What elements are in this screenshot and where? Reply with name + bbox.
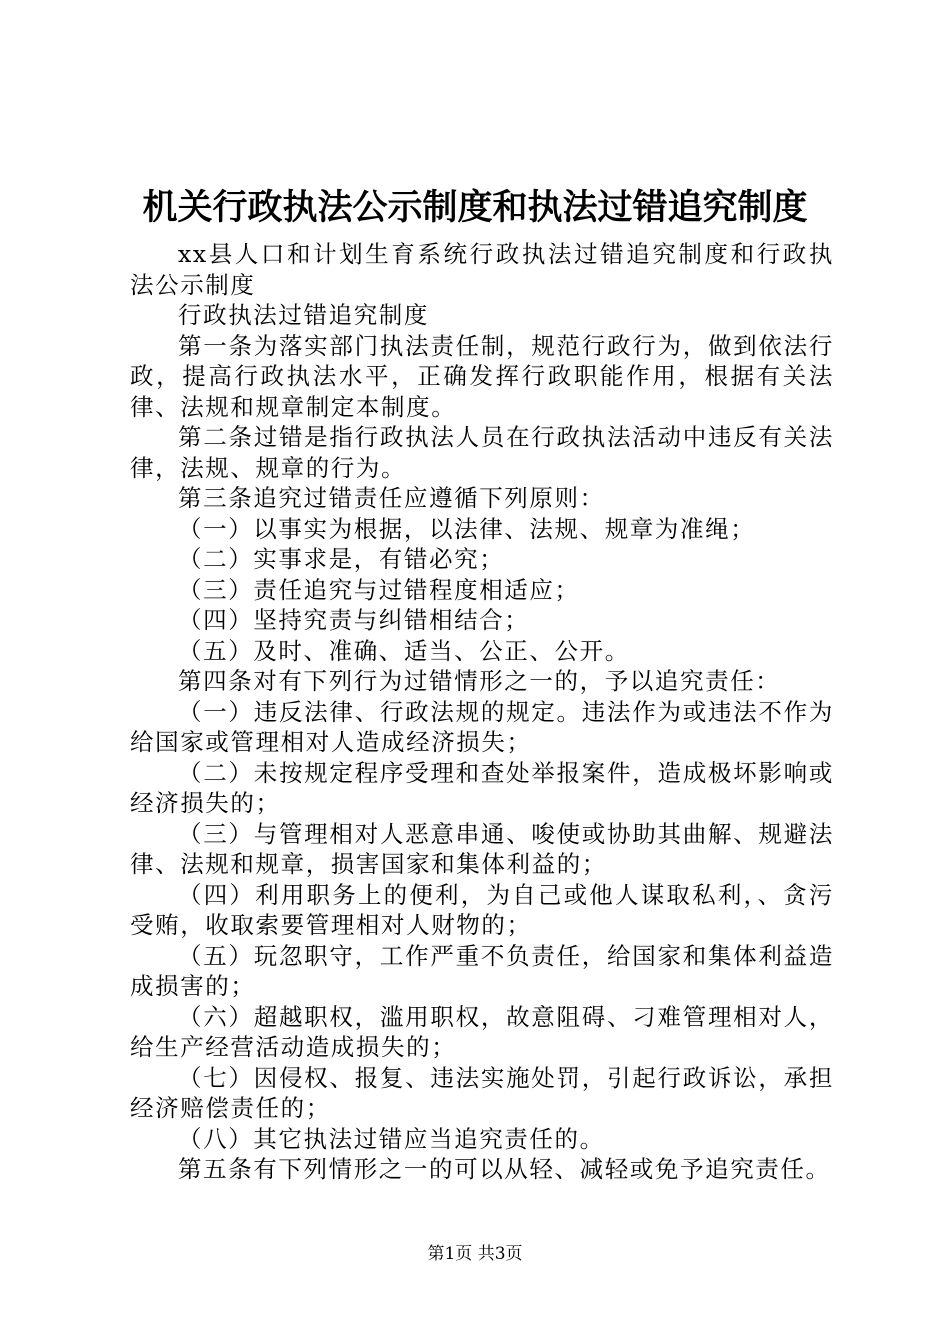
document-title: 机关行政执法公示制度和执法过错追究制度 bbox=[142, 188, 808, 228]
paragraph-article-3: 第三条追究过错责任应遵循下列原则： bbox=[178, 484, 605, 512]
list-item: （二）实事求是，有错必究； bbox=[178, 545, 505, 573]
list-item: （五）及时、准确、适当、公正、公开。 bbox=[178, 636, 630, 665]
list-item: （三）责任追究与过错程度相适应； bbox=[178, 575, 580, 604]
list-item: （六）超越职权，滥用职权，故意阻碍、刁难管理相对人，给生产经营活动造成损失的； bbox=[130, 1002, 834, 1061]
list-item: （七）因侵权、报复、违法实施处罚，引起行政诉讼，承担经济赔偿责任的； bbox=[130, 1063, 834, 1122]
paragraph-article-2: 第二条过错是指行政执法人员在行政执法活动中违反有关法律，法规、规章的行为。 bbox=[130, 423, 834, 482]
list-item: （四）利用职务上的便利，为自己或他人谋取私利，、贪污受贿，收取索要管理相对人财物的； bbox=[130, 880, 834, 939]
list-item: （八）其它执法过错应当追究责任的。 bbox=[178, 1124, 605, 1153]
document-body bbox=[130, 239, 834, 1185]
list-item: （一）以事实为根据，以法律、法规、规章为准绳； bbox=[178, 514, 756, 543]
list-item: （五）玩忽职守，工作严重不负责任，给国家和集体利益造成损害的； bbox=[130, 941, 834, 1000]
paragraph-section-heading: 行政执法过错追究制度 bbox=[178, 301, 429, 329]
list-item: （一）违反法律、行政法规的规定。违法作为或违法不作为给国家或管理相对人造成经济损失； bbox=[130, 697, 834, 756]
paragraph-article-1: 第一条为落实部门执法责任制，规范行政行为，做到依法行政，提高行政执法水平，正确发挥行政职能作用，根据有关法律、法规和规章制定本制度。 bbox=[130, 331, 834, 421]
page-number: 第1页 共3页 bbox=[427, 1244, 523, 1264]
paragraph-intro: xx县人口和计划生育系统行政执法过错追究制度和行政执法公示制度 bbox=[130, 240, 834, 299]
list-item: （四）坚持究责与纠错相结合； bbox=[178, 606, 530, 634]
list-item: （二）未按规定程序受理和查处举报案件，造成极坏影响或经济损失的； bbox=[130, 758, 834, 817]
paragraph-article-4: 第四条对有下列行为过错情形之一的，予以追究责任： bbox=[178, 667, 781, 695]
paragraph-article-5: 第五条有下列情形之一的可以从轻、减轻或免予追究责任。 bbox=[178, 1155, 831, 1183]
list-item: （三）与管理相对人恶意串通、唆使或协助其曲解、规避法律、法规和规章，损害国家和集体利益的； bbox=[130, 819, 834, 878]
